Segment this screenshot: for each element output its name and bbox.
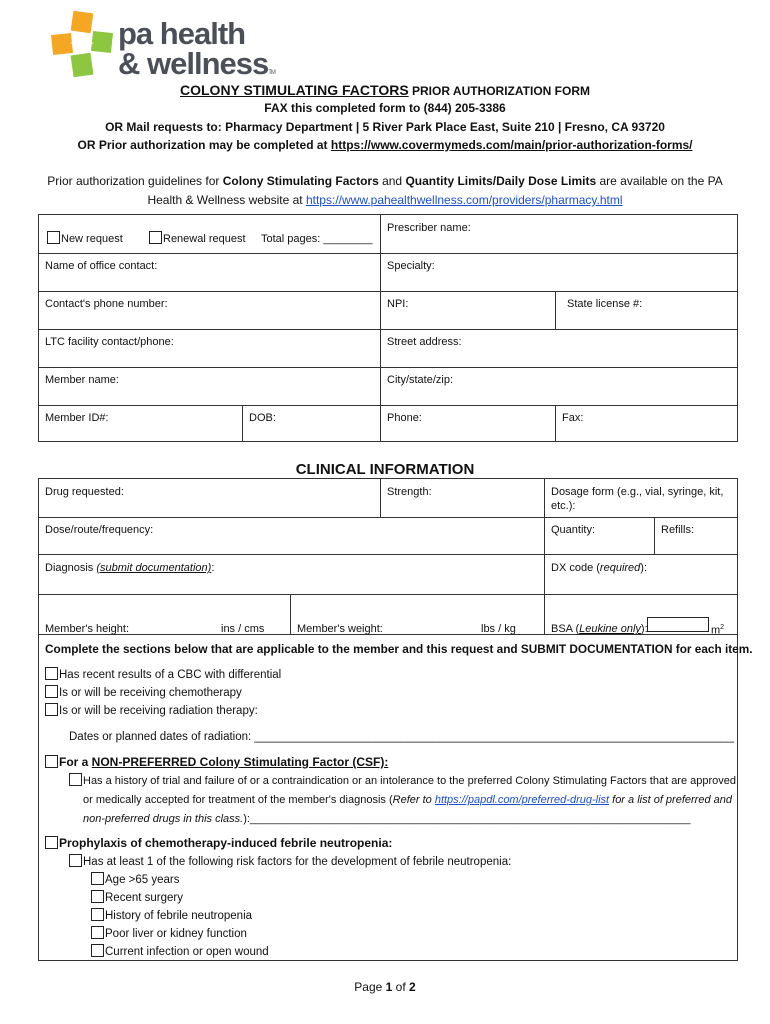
cbc-checkbox[interactable] bbox=[45, 667, 58, 680]
prophylaxis-section[interactable]: Prophylaxis of chemotherapy-induced febrile neutropenia: bbox=[45, 835, 392, 851]
risk-factor-item-checkbox[interactable] bbox=[91, 926, 104, 939]
weight-units: lbs / kg bbox=[481, 623, 516, 635]
guidelines-text: Prior authorization guidelines for Colony Stimulating Factors and Quantity Limits/Daily Dose Limits are available on the PA Health & Wellness website at https://www.pahealthwellness.com/providers/pharmacy.html bbox=[47, 174, 723, 207]
phone-field[interactable]: Phone: bbox=[387, 412, 422, 424]
fax-field[interactable]: Fax: bbox=[562, 412, 584, 424]
pahealth-pharmacy-link[interactable]: https://www.pahealthwellness.com/providers/pharmacy.html bbox=[305, 193, 623, 207]
dose-route-frequency-field[interactable]: Dose/route/frequency: bbox=[45, 524, 154, 536]
risk-factor-item[interactable]: Recent surgery bbox=[91, 890, 183, 906]
risk-factor-item-checkbox[interactable] bbox=[91, 944, 104, 957]
online-line: OR Prior authorization may be completed at https://www.covermymeds.com/main/prior-authorization-forms/ bbox=[77, 138, 693, 152]
renewal-request-checkbox[interactable] bbox=[149, 231, 162, 244]
fax-line: FAX this completed form to (844) 205-3386 bbox=[264, 101, 506, 115]
member-id-field[interactable]: Member ID#: bbox=[45, 412, 109, 424]
nonpreferred-criterion[interactable]: Has a history of trial and failure of or a contraindication or an intolerance to the preferred Colony Stimulating Factors that are approved bbox=[69, 773, 736, 789]
form-title: COLONY STIMULATING FACTORS PRIOR AUTHORIZATION FORM bbox=[180, 82, 590, 98]
member-weight-field[interactable]: Member's weight: bbox=[297, 623, 383, 635]
total-pages-field[interactable]: Total pages: ________ bbox=[261, 233, 373, 245]
diagnosis-field[interactable]: Diagnosis (submit documentation): bbox=[45, 562, 215, 574]
prophylaxis-checkbox[interactable] bbox=[45, 836, 58, 849]
city-state-zip-field[interactable]: City/state/zip: bbox=[387, 374, 454, 386]
clinical-information-heading: CLINICAL INFORMATION bbox=[295, 461, 475, 478]
page-number: Page 1 of 2 bbox=[354, 980, 416, 994]
cbc-criterion[interactable]: Has recent results of a CBC with differential bbox=[45, 667, 281, 683]
street-address-field[interactable]: Street address: bbox=[387, 336, 462, 348]
request-info-table bbox=[38, 214, 738, 442]
bsa-label: BSA (Leukine only): bbox=[551, 623, 648, 635]
pa-health-logo bbox=[50, 10, 275, 81]
radiation-checkbox[interactable] bbox=[45, 703, 58, 716]
risk-factor-item[interactable]: Age >65 years bbox=[91, 872, 179, 888]
renewal-request-option[interactable]: Renewal request bbox=[143, 227, 252, 250]
risk-factor-item[interactable]: History of febrile neutropenia bbox=[91, 908, 252, 924]
npi-field[interactable]: NPI: bbox=[387, 298, 409, 310]
nonpreferred-checkbox[interactable] bbox=[45, 755, 58, 768]
clinical-table bbox=[38, 478, 753, 961]
height-units: ins / cms bbox=[221, 623, 265, 635]
chemo-checkbox[interactable] bbox=[45, 685, 58, 698]
dosage-form-field[interactable]: Dosage form (e.g., vial, syringe, kit, etc.): bbox=[551, 486, 724, 512]
mail-line: OR Mail requests to: Pharmacy Department | 5 River Park Place East, Suite 210 | Fresno, CA 93720 bbox=[105, 120, 665, 134]
drug-requested-field[interactable]: Drug requested: bbox=[45, 486, 124, 498]
instructions-text: Complete the sections below that are applicable to the member and this request and SUBMIT DOCUMENTATION for each item. bbox=[45, 642, 753, 656]
nonpreferred-criterion-line3[interactable]: non-preferred drugs in this class.):________________________________________________________________________ bbox=[83, 813, 691, 825]
risk-factor-item-checkbox[interactable] bbox=[91, 890, 104, 903]
chemo-criterion[interactable]: Is or will be receiving chemotherapy bbox=[45, 685, 242, 701]
papdl-link[interactable]: https://papdl.com/preferred-drug-list bbox=[434, 794, 610, 806]
nonpreferred-history-checkbox[interactable] bbox=[69, 773, 82, 786]
bsa-input[interactable] bbox=[647, 617, 709, 632]
risk-factor-item[interactable]: Poor liver or kidney function bbox=[91, 926, 247, 942]
radiation-criterion[interactable]: Is or will be receiving radiation therapy: bbox=[45, 703, 258, 719]
radiation-dates-field[interactable]: Dates or planned dates of radiation: ___________________________________________________________________________ bbox=[69, 731, 735, 743]
contact-phone-field[interactable]: Contact's phone number: bbox=[45, 298, 168, 310]
nonpreferred-criterion-line2: or medically accepted for treatment of the member's diagnosis (Refer to https://papdl.com/preferred-drug-list for a list of preferred and bbox=[83, 794, 732, 806]
dob-field[interactable]: DOB: bbox=[249, 412, 276, 424]
member-name-field[interactable]: Member name: bbox=[45, 374, 119, 386]
logo-text-line1: pa health bbox=[118, 16, 246, 51]
risk-factor-item-checkbox[interactable] bbox=[91, 872, 104, 885]
dx-code-field[interactable]: DX code (required): bbox=[551, 562, 648, 574]
logo-cross-icon bbox=[50, 10, 114, 78]
specialty-field[interactable]: Specialty: bbox=[387, 260, 435, 272]
nonpreferred-csf-section[interactable]: For a NON-PREFERRED Colony Stimulating Factor (CSF): bbox=[45, 754, 388, 770]
office-contact-field[interactable]: Name of office contact: bbox=[45, 260, 158, 272]
state-license-field[interactable]: State license #: bbox=[567, 298, 643, 310]
ltc-contact-field[interactable]: LTC facility contact/phone: bbox=[45, 336, 174, 348]
risk-factor-checkbox[interactable] bbox=[69, 854, 82, 867]
risk-factor-intro[interactable]: Has at least 1 of the following risk factors for the development of febrile neutropenia: bbox=[69, 854, 511, 870]
quantity-field[interactable]: Quantity: bbox=[551, 524, 596, 536]
new-request-option[interactable]: New request bbox=[41, 227, 129, 250]
new-request-checkbox[interactable] bbox=[47, 231, 60, 244]
strength-field[interactable]: Strength: bbox=[387, 486, 432, 498]
refills-field[interactable]: Refills: bbox=[661, 524, 695, 536]
covermymeds-link[interactable]: https://www.covermymeds.com/main/prior-authorization-forms/ bbox=[330, 138, 693, 152]
risk-factor-item[interactable]: Current infection or open wound bbox=[91, 944, 269, 960]
logo-text-line2: & wellnessTM bbox=[118, 46, 275, 81]
prescriber-name-field[interactable]: Prescriber name: bbox=[387, 222, 471, 234]
member-height-field[interactable]: Member's height: bbox=[45, 623, 130, 635]
bsa-unit: $m^2$ bbox=[711, 624, 725, 637]
risk-factor-item-checkbox[interactable] bbox=[91, 908, 104, 921]
